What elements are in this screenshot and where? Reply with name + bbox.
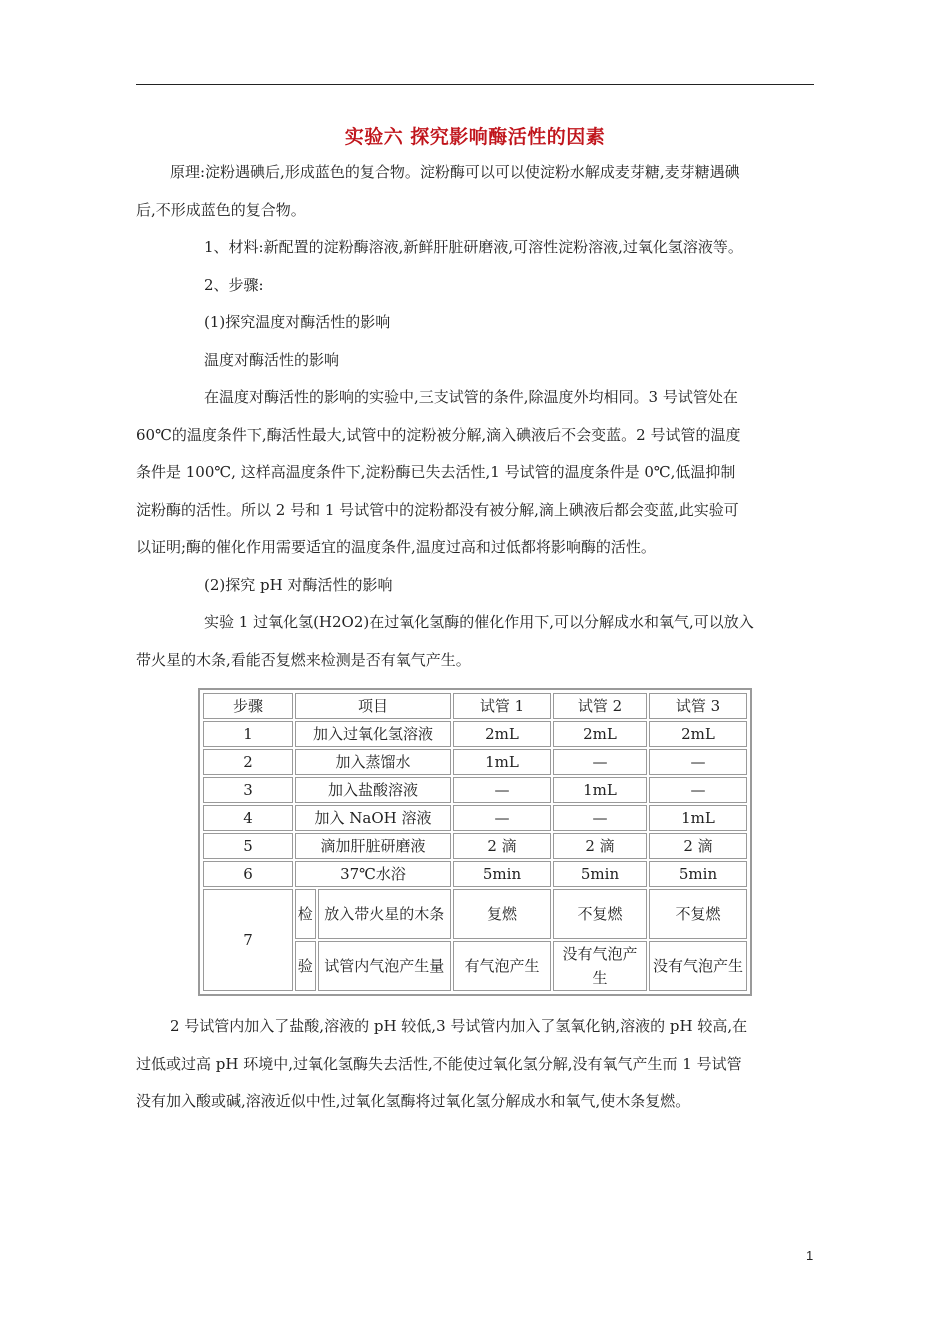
table-cell: 不复燃 [553, 889, 647, 939]
table-cell: 有气泡产生 [453, 941, 551, 991]
table-cell: 复燃 [453, 889, 551, 939]
table-row [203, 749, 747, 775]
table-cell: 加入过氧化氢溶液 [295, 721, 451, 747]
table-cell: — [553, 749, 647, 775]
table-row [203, 721, 747, 747]
table-row [203, 777, 747, 803]
conclusion-line: 没有加入酸或碱,溶液近似中性,过氧化氢酶将过氧化氢分解成水和氧气,使木条复燃。 [136, 1092, 691, 1110]
page-title: 实验六 探究影响酶活性的因素 [344, 126, 606, 148]
section1-heading: (1)探究温度对酶活性的影响 [204, 313, 391, 331]
steps-heading: 2、步骤: [204, 275, 264, 294]
table-cell: — [453, 777, 551, 803]
exp1-line: 实验 1 过氧化氢(H2O2)在过氧化氢酶的催化作用下,可以分解成水和氧气,可以放入 [204, 613, 754, 631]
section2-heading: (2)探究 pH 对酶活性的影响 [204, 575, 393, 594]
temp-paragraph-line: 条件是 100℃, 这样高温度条件下,淀粉酶已失去活性,1 号试管的温度条件是 0℃,低温抑制 [136, 463, 736, 481]
temp-paragraph-line: 以证明;酶的催化作用需要适宜的温度条件,温度过高和过低都将影响酶的活性。 [136, 538, 656, 556]
conclusion-paragraph [136, 1008, 814, 1121]
table-cell: 2mL [649, 721, 747, 747]
table-cell: 没有气泡产生 [553, 941, 647, 991]
table-cell: 2 滴 [553, 833, 647, 859]
table-cell: — [649, 749, 747, 775]
table-cell: — [553, 805, 647, 831]
principle-paragraph [136, 154, 814, 229]
conclusion-line: 过低或过高 pH 环境中,过氧化氢酶失去活性,不能使过氧化氢分解,没有氧气产生而 1 号试管 [136, 1054, 742, 1073]
table-cell: 1mL [649, 805, 747, 831]
table-cell: 6 [203, 861, 293, 887]
check-label-bottom: 验 [295, 941, 316, 991]
experiment-table [198, 688, 752, 996]
table-cell: 1mL [453, 749, 551, 775]
table-cell: 1mL [553, 777, 647, 803]
table-cell: 不复燃 [649, 889, 747, 939]
table-cell: 5min [649, 861, 747, 887]
exp1-line: 带火星的木条,看能否复燃来检测是否有氧气产生。 [136, 650, 471, 669]
table-cell: 没有气泡产生 [649, 941, 747, 991]
principle-line: 原理:淀粉遇碘后,形成蓝色的复合物。淀粉酶可以可以使淀粉水解成麦芽糖,麦芽糖遇碘 [170, 163, 740, 181]
temp-paragraph-line: 在温度对酶活性的影响的实验中,三支试管的条件,除温度外均相同。3 号试管处在 [204, 388, 738, 406]
temp-paragraph-line: 淀粉酶的活性。所以 2 号和 1 号试管中的淀粉都没有被分解,滴上碘液后都会变蓝,此实验可 [136, 500, 739, 519]
table-cell: 2 滴 [649, 833, 747, 859]
table-cell: 加入盐酸溶液 [295, 777, 451, 803]
table-row [203, 805, 747, 831]
table-cell: 3 [203, 777, 293, 803]
table-cell: 5min [453, 861, 551, 887]
table-cell: 加入蒸馏水 [295, 749, 451, 775]
temp-paragraph-line: 60℃的温度条件下,酶活性最大,试管中的淀粉被分解,滴入碘液后不会变蓝。2 号试管的温度 [136, 425, 741, 444]
table-cell: 5min [553, 861, 647, 887]
materials-paragraph [136, 229, 814, 679]
table-row [203, 833, 747, 859]
table-header-cell: 步骤 [203, 693, 293, 719]
conclusion-line: 2 号试管内加入了盐酸,溶液的 pH 较低,3 号试管内加入了氢氧化钠,溶液的 pH 较高,在 [170, 1017, 748, 1035]
table-cell: 试管内气泡产生量 [318, 941, 451, 991]
table-header-cell: 试管 3 [649, 693, 747, 719]
table-cell: 37℃水浴 [295, 861, 451, 887]
table-header-row [203, 693, 747, 719]
table-header-cell: 试管 1 [453, 693, 551, 719]
materials-text: 1、材料:新配置的淀粉酶溶液,新鲜肝脏研磨液,可溶性淀粉溶液,过氧化氢溶液等。 [204, 238, 743, 256]
section1-subheading: 温度对酶活性的影响 [204, 350, 340, 369]
table-cell: — [649, 777, 747, 803]
header-rule [136, 84, 814, 85]
table-cell: 加入 NaOH 溶液 [295, 805, 451, 831]
table-cell: 2mL [453, 721, 551, 747]
table-cell: 2mL [553, 721, 647, 747]
principle-line: 后,不形成蓝色的复合物。 [136, 200, 306, 219]
table-cell: 2 滴 [453, 833, 551, 859]
table-header-cell: 项目 [295, 693, 451, 719]
table-cell: 滴加肝脏研磨液 [295, 833, 451, 859]
table-cell: 7 [203, 889, 293, 991]
table-cell: 5 [203, 833, 293, 859]
table-cell: 放入带火星的木条 [318, 889, 451, 939]
table-cell: — [453, 805, 551, 831]
check-label-top: 检 [295, 889, 316, 939]
table-header-cell: 试管 2 [553, 693, 647, 719]
table-cell: 1 [203, 721, 293, 747]
table-cell: 2 [203, 749, 293, 775]
table-cell: 4 [203, 805, 293, 831]
table-row [203, 889, 747, 939]
page-number: 1 [806, 1248, 814, 1263]
table-row [203, 861, 747, 887]
